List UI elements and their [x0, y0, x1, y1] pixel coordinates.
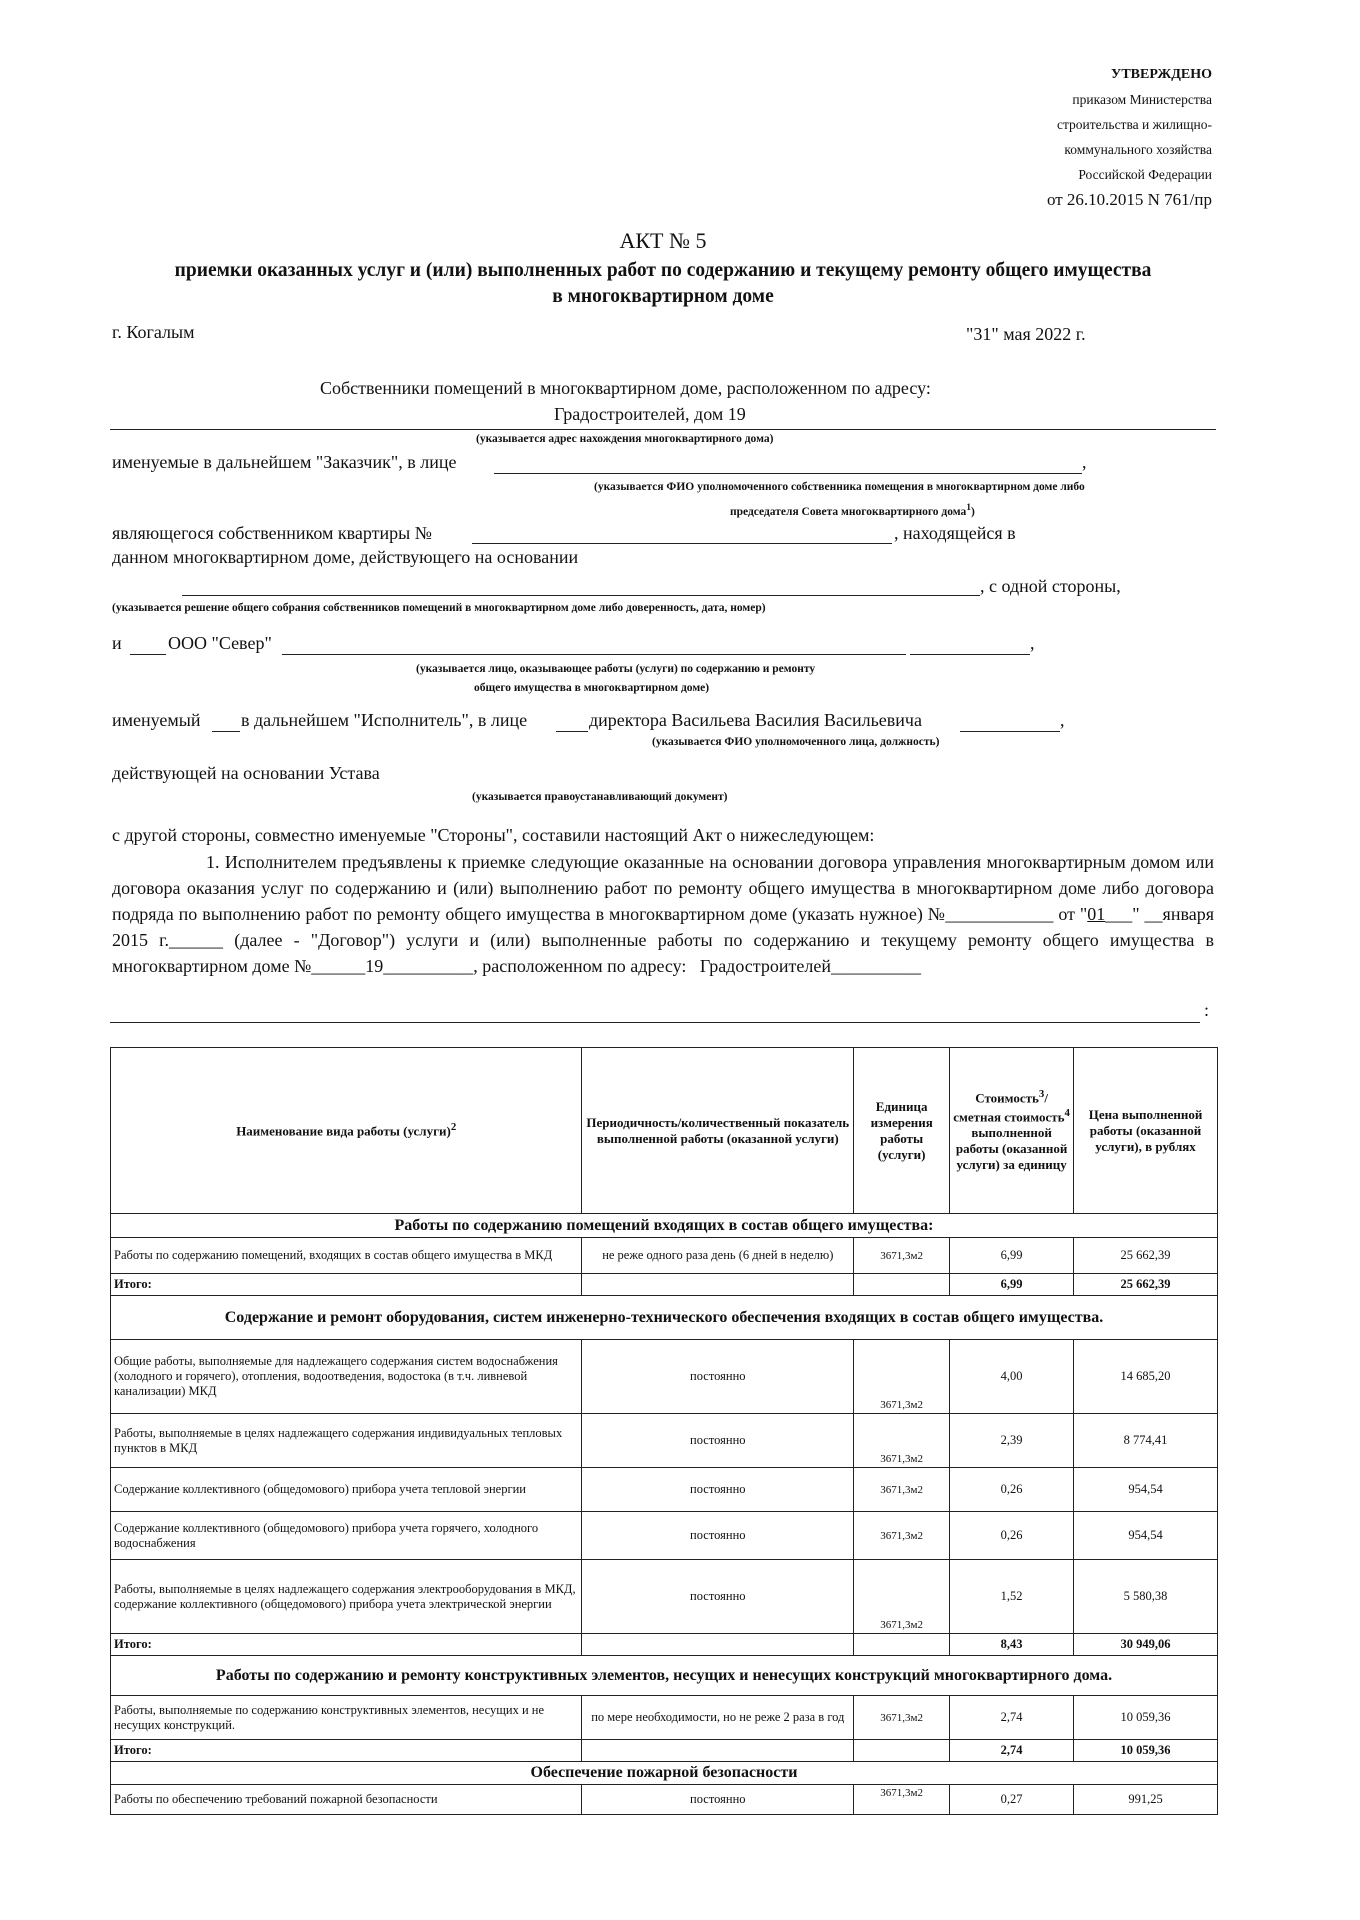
work-unit: 3671,3м2 [854, 1468, 950, 1512]
work-price: 991,25 [1074, 1785, 1218, 1815]
other-side: с другой стороны, совместно именуемые "Стороны", составили настоящий Акт о нижеследующем: [112, 825, 875, 845]
point-1-text-b: (далее - "Договор") услуги и (или) выполненные работы по содержанию и текущему ремонту общего имущества в многоквартирном доме № [112, 930, 1215, 976]
work-name: Работы, выполняемые в целях надлежащего содержания электрооборудования в МКД, содержание коллективного (общедомового) прибора учета электрической энергии [111, 1560, 582, 1634]
work-price: 954,54 [1074, 1512, 1218, 1560]
header-period: Периодичность/количественный показатель выполненной работы (оказанной услуги) [582, 1048, 854, 1214]
empty-cell [854, 1634, 950, 1656]
approval-line: коммунального хозяйства [1064, 142, 1212, 157]
point-1-month: января 2015 г. [112, 904, 1214, 950]
work-cost: 0,27 [950, 1785, 1074, 1815]
approval-line: строительства и жилищно- [1057, 117, 1212, 132]
contractor-name: ООО "Север" [168, 633, 272, 653]
total-cost: 8,43 [950, 1634, 1074, 1656]
point-1-from: от " [1058, 904, 1088, 924]
work-price: 954,54 [1074, 1468, 1218, 1512]
work-cost: 1,52 [950, 1560, 1074, 1634]
work-unit: 3671,3м2 [854, 1238, 950, 1274]
total-price: 30 949,06 [1074, 1634, 1218, 1656]
work-price: 10 059,36 [1074, 1696, 1218, 1740]
header-name [111, 1048, 582, 1214]
underline [212, 731, 240, 732]
approval-line: приказом Министерства [1072, 92, 1212, 107]
header-price: Цена выполненной работы (оказанной услуги), в рублях [1074, 1048, 1218, 1214]
blank: ______ [169, 930, 235, 950]
total-cost: 6,99 [950, 1274, 1074, 1296]
section-row [111, 1214, 1218, 1238]
section-row [111, 1296, 1218, 1340]
colon: : [1204, 1000, 1210, 1020]
blank: __________ [830, 956, 921, 976]
empty-cell [582, 1740, 854, 1762]
underline [130, 654, 166, 655]
city: г. Когалым [112, 322, 195, 342]
executor-b: в дальнейшем "Исполнитель", в лице [241, 710, 528, 730]
work-unit: 3671,3м2 [854, 1512, 950, 1560]
table-row [111, 1414, 1218, 1468]
basis-underline [182, 595, 980, 596]
blank: __________, [383, 956, 478, 976]
work-unit: 3671,3м2 [854, 1340, 950, 1414]
approval-block [1047, 62, 1212, 212]
work-price: 25 662,39 [1074, 1238, 1218, 1274]
comma: , [1030, 633, 1035, 653]
work-unit: 3671,3м2 [854, 1696, 950, 1740]
work-period: постоянно [582, 1340, 854, 1414]
header-name-text: Наименование вида работы (услуги) [236, 1123, 451, 1139]
work-period: по мере необходимости, но не реже 2 раза в год [582, 1696, 854, 1740]
table-row [111, 1340, 1218, 1414]
total-label: Итого: [111, 1740, 582, 1762]
empty-cell [854, 1274, 950, 1296]
address-hint: (указывается адрес нахождения многоквартирного дома) [476, 433, 774, 445]
work-cost: 0,26 [950, 1468, 1074, 1512]
section-title: Обеспечение пожарной безопасности [111, 1762, 1218, 1785]
point-1-text: 1. Исполнителем предъявлены к приемке следующие оказанные на основании договора управления многоквартирным домом или договора оказания услуг по содержанию и (или) выполнению работ по ремонту общего имущества в многоквартирном доме либо договора подряда по выполнению работ по ремонту общего имущества в многоквартирном доме (указать нужное) № [112, 852, 1214, 924]
work-unit: 3671,3м2 [854, 1414, 950, 1468]
work-unit: 3671,3м2 [854, 1560, 950, 1634]
executor-person: директора Васильева Василия Васильевича [589, 710, 922, 730]
customer-hint-text: председателя Совета многоквартирного дома [730, 505, 967, 518]
total-price: 10 059,36 [1074, 1740, 1218, 1762]
section-title: Работы по содержанию и ремонту конструктивных элементов, несущих и ненесущих конструкций многоквартирного дома. [111, 1656, 1218, 1696]
work-name: Содержание коллективного (общедомового) прибора учета тепловой энергии [111, 1468, 582, 1512]
customer-line: именуемые в дальнейшем "Заказчик", в лице [112, 452, 457, 472]
works-table [110, 1047, 1218, 1815]
work-name: Работы, выполняемые по содержанию конструктивных элементов, несущих и не несущих конструкций. [111, 1696, 582, 1740]
owner-apartment-end: , находящейся в [894, 523, 1016, 543]
work-cost: 0,26 [950, 1512, 1074, 1560]
approval-line: Российской Федерации [1078, 167, 1212, 182]
customer-hint [730, 502, 975, 518]
total-label: Итого: [111, 1274, 582, 1296]
section-row [111, 1762, 1218, 1785]
subtitle-line: приемки оказанных услуг и (или) выполненных работ по содержанию и текущему ремонту общего имущества [174, 260, 1152, 281]
blank: ____________ [945, 904, 1059, 924]
approval-head: УТВЕРЖДЕНО [1111, 67, 1212, 82]
basis-line: данном многоквартирном доме, действующего на основании [112, 547, 579, 567]
owner-apartment: являющегося собственником квартиры № [112, 523, 432, 543]
work-price: 5 580,38 [1074, 1560, 1218, 1634]
work-unit: 3671,3м2 [854, 1785, 950, 1815]
work-period: постоянно [582, 1560, 854, 1634]
table-header-row [111, 1048, 1218, 1214]
total-price: 25 662,39 [1074, 1274, 1218, 1296]
blank: ___" __ [1105, 904, 1163, 924]
customer-hint: (указывается ФИО уполномоченного собственника помещения в многоквартирном доме либо [594, 481, 1085, 493]
footnote-mark: 4 [1064, 1106, 1070, 1119]
document-subtitle [110, 258, 1216, 310]
footnote-mark: 1 [966, 502, 972, 513]
table-row [111, 1696, 1218, 1740]
contractor-hint: (указывается лицо, оказывающее работы (услуги) по содержанию и ремонту [416, 663, 816, 675]
comma: , [1060, 710, 1065, 730]
total-row [111, 1634, 1218, 1656]
comma: , [1082, 452, 1087, 472]
footnote-mark: 3 [1038, 1088, 1045, 1101]
total-label: Итого: [111, 1634, 582, 1656]
table-row [111, 1238, 1218, 1274]
header-cost [950, 1048, 1074, 1214]
table-row [111, 1512, 1218, 1560]
work-period: постоянно [582, 1785, 854, 1815]
table-row [111, 1785, 1218, 1815]
point-1 [112, 849, 1214, 979]
work-cost: 4,00 [950, 1340, 1074, 1414]
subtitle-line: в многоквартирном доме [552, 286, 774, 307]
empty-cell [854, 1740, 950, 1762]
contractor-and: и [112, 633, 122, 653]
one-side: , с одной стороны, [980, 576, 1121, 596]
work-name: Работы по содержанию помещений, входящих в состав общего имущества в МКД [111, 1238, 582, 1274]
underline [960, 731, 1060, 732]
work-cost: 2,74 [950, 1696, 1074, 1740]
apartment-underline [472, 543, 892, 544]
blank: ______ [311, 956, 366, 976]
acting-basis: действующей на основании Устава [112, 763, 380, 783]
underline [282, 654, 906, 655]
empty-cell [582, 1634, 854, 1656]
work-name: Работы по обеспечению требований пожарной безопасности [111, 1785, 582, 1815]
work-name: Содержание коллективного (общедомового) прибора учета горячего, холодного водоснабжения [111, 1512, 582, 1560]
work-cost: 2,39 [950, 1414, 1074, 1468]
executor-a: именуемый [112, 710, 201, 730]
work-name: Общие работы, выполняемые для надлежащего содержания систем водоснабжения (холодного и горячего), отопления, водоотведения, водостока (в т.ч. ливневой канализации) МКД [111, 1340, 582, 1414]
total-cost: 2,74 [950, 1740, 1074, 1762]
underline [910, 654, 1030, 655]
acting-hint: (указывается правоустанавливающий документ) [472, 791, 728, 803]
address-underline [110, 429, 1216, 430]
basis-hint: (указывается решение общего собрания собственников помещений в многоквартирном доме либо доверенность, дата, номер) [112, 602, 766, 614]
header-cost-text: /сметная стоимость [953, 1090, 1065, 1124]
executor-hint: (указывается ФИО уполномоченного лица, должность) [652, 736, 940, 748]
table-row [111, 1560, 1218, 1634]
total-row [111, 1740, 1218, 1762]
work-period: не реже одного раза день (6 дней в неделю) [582, 1238, 854, 1274]
table-row [111, 1468, 1218, 1512]
header-cost-text: Стоимость [975, 1090, 1039, 1106]
footnote-mark: 2 [450, 1121, 457, 1134]
work-period: постоянно [582, 1512, 854, 1560]
empty-cell [582, 1274, 854, 1296]
act-date: "31" мая 2022 г. [966, 324, 1086, 344]
house-number: 19 [365, 956, 384, 976]
section-title: Работы по содержанию помещений входящих в состав общего имущества: [111, 1214, 1218, 1238]
work-price: 8 774,41 [1074, 1414, 1218, 1468]
approval-order-date: от 26.10.2015 N 761/пр [1046, 190, 1212, 209]
customer-underline [494, 473, 1082, 474]
work-price: 14 685,20 [1074, 1340, 1218, 1414]
document-title: АКТ № 5 [619, 228, 707, 253]
work-name: Работы, выполняемые в целях надлежащего содержания индивидуальных тепловых пунктов в МКД [111, 1414, 582, 1468]
owners-intro: Собственники помещений в многоквартирном доме, расположенном по адресу: [320, 378, 931, 398]
address-continuation-line [110, 1022, 1200, 1023]
street: Градостроителей [699, 956, 831, 976]
address-value: Градостроителей, дом 19 [554, 404, 746, 424]
work-cost: 6,99 [950, 1238, 1074, 1274]
contractor-hint: общего имущества в многоквартирном доме) [474, 682, 710, 694]
section-title: Содержание и ремонт оборудования, систем инженерно-технического обеспечения входящих в состав общего имущества. [111, 1296, 1218, 1340]
section-row [111, 1656, 1218, 1696]
point-1-text-c: расположенном по адресу: [482, 956, 687, 976]
underline [556, 731, 588, 732]
total-row [111, 1274, 1218, 1296]
work-period: постоянно [582, 1414, 854, 1468]
customer-hint-end: ) [971, 505, 975, 518]
header-cost-text: выполненной работы (оказанной услуги) за единицу [955, 1124, 1068, 1172]
header-unit: Единица измерения работы (услуги) [854, 1048, 950, 1214]
work-period: постоянно [582, 1468, 854, 1512]
point-1-day: 01 [1087, 904, 1106, 924]
